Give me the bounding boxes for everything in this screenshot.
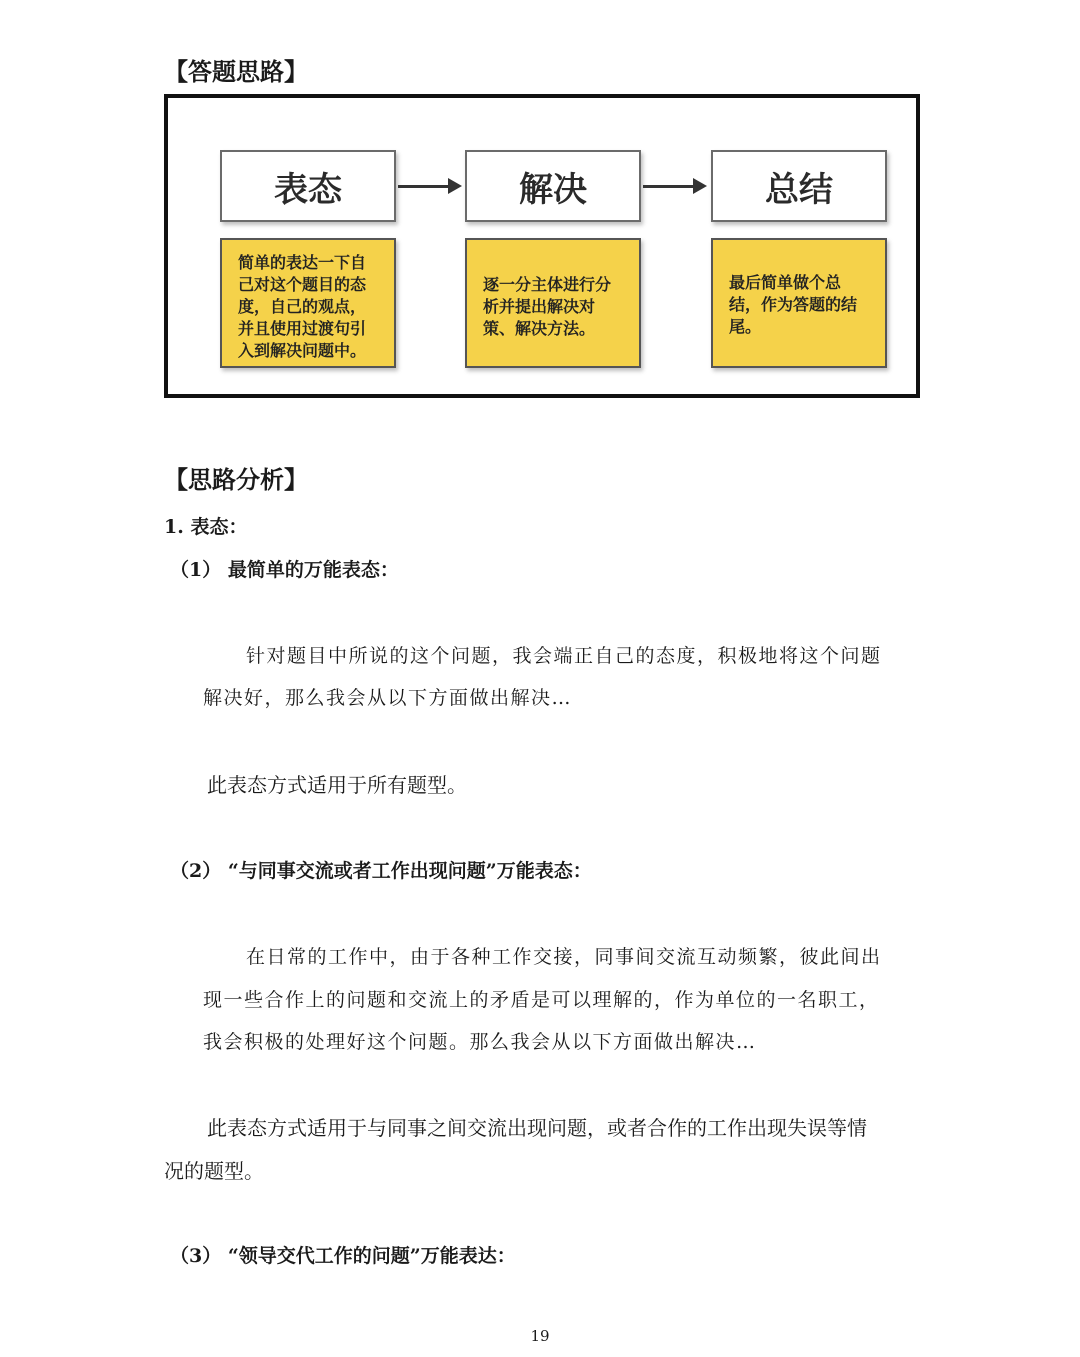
sub2-para-line2: 现一些合作上的问题和交流上的矛盾是可以理解的，作为单位的一名职工， (203, 989, 880, 1011)
arrow-1-to-2 (398, 185, 450, 188)
step-box-1: 表态 (220, 150, 396, 222)
step-desc-2-text: 逐一分主体进行分析并提出解决对策、解决方法。 (483, 275, 612, 338)
step-box-2: 解决 (465, 150, 641, 222)
sub2-para-line1: 在日常的工作中，由于各种工作交接，同事间交流互动频繁，彼此间出 (246, 946, 882, 968)
step-desc-3 (711, 238, 887, 368)
step-desc-1 (220, 238, 396, 368)
step-desc-2 (465, 238, 641, 368)
step-desc-1-text: 简单的表达一下自己对这个题目的态度，自己的观点，并且使用过渡句引入到解决问题中。 (238, 253, 367, 360)
sub2-note-line2: 况的题型。 (164, 1159, 264, 1183)
item-1-label: 1. 表态： (164, 516, 248, 538)
sub2-note-line1: 此表态方式适用于与同事之间交流出现问题，或者合作的工作出现失误等情 (207, 1116, 867, 1140)
step-desc-3-text: 最后简单做个总结，作为答题的结尾。 (729, 273, 858, 336)
sub2-para-line3: 我会积极的处理好这个问题。那么我会从以下方面做出解决… (203, 1031, 757, 1053)
sub2-title: （2） “与同事交流或者工作出现问题”万能表态： (170, 860, 592, 882)
sub3-title: （3） “领导交代工作的问题”万能表达： (170, 1245, 516, 1267)
page-number: 19 (530, 1327, 550, 1345)
section-heading-approach: 【答题思路】 (164, 58, 308, 86)
sub1-title: （1） 最简单的万能表态： (170, 559, 399, 581)
flow-diagram (164, 94, 920, 398)
sub1-para-line2: 解决好，那么我会从以下方面做出解决… (203, 687, 573, 709)
step-box-3: 总结 (711, 150, 887, 222)
sub1-note: 此表态方式适用于所有题型。 (207, 773, 467, 797)
section-heading-analysis: 【思路分析】 (164, 466, 308, 494)
sub1-para-line1: 针对题目中所说的这个问题，我会端正自己的态度，积极地将这个问题 (246, 645, 882, 667)
arrow-2-to-3 (643, 185, 695, 188)
